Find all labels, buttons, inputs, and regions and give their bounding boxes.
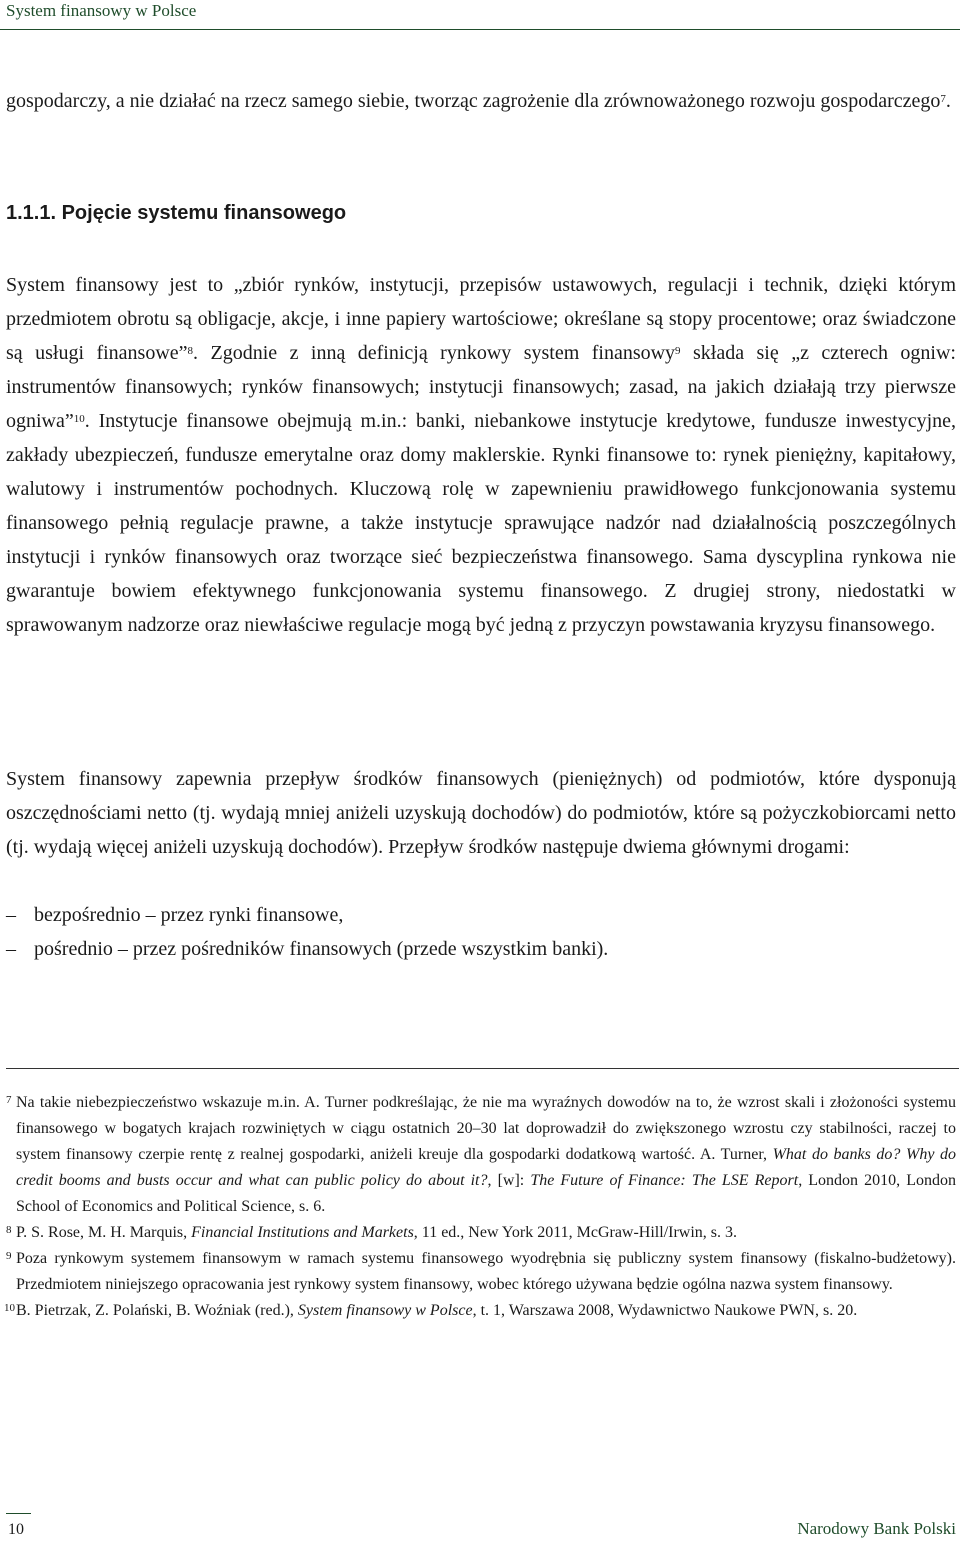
- footnote-9: [6, 1246, 956, 1298]
- footnote-separator: [6, 1068, 959, 1069]
- footnote-text: , 11 ed., New York 2011, McGraw-Hill/Irwin, s. 3.: [413, 1224, 738, 1241]
- list-item-text: pośrednio – przez pośredników finansowych (przede wszystkim banki).: [34, 938, 609, 960]
- footnote-ref-8[interactable]: 8: [187, 345, 194, 357]
- footnote-title: The Future of Finance: The LSE Report: [530, 1172, 799, 1189]
- list-item: [6, 932, 956, 966]
- lead-text: gospodarczy, a nie działać na rzecz samego siebie, tworząc zagrożenie dla zrównoważonego rozwoju gospodarczego: [6, 90, 941, 112]
- paragraph-flow: System finansowy zapewnia przepływ środków finansowych (pieniężnych) od podmiotów, które dysponują oszczędnościami netto (tj. wydają mniej aniżeli uzyskują dochodów) do podmiotów, które są pożyczkobiorcami netto (tj. wydają więcej aniżeli uzyskują dochodów). Przepływ środków następuje dwiema głównymi drogami:: [6, 768, 956, 858]
- paragraph1-part4: . Instytucje finansowe obejmują m.in.: banki, niebankowe instytucje kredytowe, fundusze inwestycyjne, zakłady ubezpieczeń, fundusze emerytalne oraz domy maklerskie. Rynki finansowe to: rynek pieniężny, kapitałowy, walutowy i instrumentów pochodnych. Kluczową rolę w zapewnieniu prawidłowego funkcjonowania systemu finansowego pełnią regulacje prawne, a także instytucje sprawujące nadzór nad działalnością poszczególnych instytucji i rynków finansowych oraz tworzące sieć bezpieczeństwa finansowego. Sama dyscyplina rynkowa nie gwarantuje bowiem efektywnego funkcjonowania systemu finansowego. Z drugiej strony, niedostatki w sprawowanym nadzorze oraz niewłaściwe regulacje mogą być jedną z przyczyn powstawania kryzysu finansowego.: [6, 410, 956, 636]
- footnote-text: , London 2010, London School of Economics and Political Science, s. 6.: [16, 1172, 957, 1215]
- footnote-title: Financial Institutions and Markets: [191, 1224, 414, 1241]
- footnote-ref-10[interactable]: 10: [73, 413, 85, 425]
- footnote-7: [6, 1090, 956, 1220]
- header-rule: [0, 29, 960, 30]
- footnote-number: 10: [4, 1302, 15, 1314]
- paragraph-definition: [6, 268, 956, 642]
- flow-channels-list: [6, 898, 956, 966]
- list-item: [6, 898, 956, 932]
- footnote-number: 7: [6, 1094, 12, 1106]
- footnote-text: Poza rynkowym systemem finansowym w ramach systemu finansowego wyodrębnia się publiczny system finansowy (fiskalno-budżetowy). Przedmiotem niniejszego opracowania jest rynkowy system finansowy, wobec którego używana będzie ogólna nazwa system finansowy.: [16, 1250, 956, 1293]
- page-header: [0, 0, 960, 30]
- list-item-text: bezpośrednio – przez rynki finansowe,: [34, 904, 344, 926]
- lead-end: .: [945, 90, 951, 112]
- footnote-ref-7[interactable]: 7: [940, 93, 946, 105]
- footnote-text: P. S. Rose, M. H. Marquis,: [16, 1224, 192, 1241]
- dash-bullet: –: [6, 904, 16, 926]
- footnote-text: Na takie niebezpieczeństwo wskazuje m.in. A. Turner podkreślając, że nie ma wyraźnych dowodów na to, że wzrost skali i złożoności systemu finansowego w bogatych krajach rozwiniętych w ciągu ostatnich 20–30 lat doprowadził do zwiększonego wzrostu czy stabilności, raczej to system finansowy czerpie rentę z realnej gospodarki, aniżeli kreuje dla gospodarki dodatkową wartość. A. Turner,: [16, 1094, 956, 1163]
- page-number: 10: [8, 1521, 24, 1538]
- footnote-text: , t. 1, Warszawa 2008, Wydawnictwo Naukowe PWN, s. 20.: [472, 1302, 858, 1319]
- paragraph1-part2: . Zgodnie z inną definicją rynkowy system finansowy: [193, 342, 676, 364]
- footnotes: [6, 1090, 956, 1324]
- footnote-ref-9[interactable]: 9: [675, 345, 681, 357]
- footnote-title: What do banks do? Why do credit booms and busts occur and what can public policy do about it?: [16, 1146, 957, 1189]
- footnote-number: 8: [6, 1224, 12, 1236]
- lead-paragraph: [6, 84, 956, 118]
- running-title: System finansowy w Polsce: [6, 1, 197, 20]
- paragraph1-part1: System finansowy jest to „zbiór rynków, instytucji, przepisów ustawowych, regulacji i technik, dzięki którym przedmiotem obrotu są obligacje, akcje, i inne papiery wartościowe; określane są stopy procentowe; oraz świadczone są usługi finansowe”: [6, 274, 956, 364]
- footnote-text: , [w]:: [487, 1172, 531, 1189]
- footnote-number: 9: [6, 1250, 12, 1262]
- publisher-name: Narodowy Bank Polski: [797, 1519, 956, 1538]
- section-heading: 1.1.1. Pojęcie systemu finansowego: [6, 202, 347, 224]
- paragraph1-part3: składa się „z czterech ogniw: instrumentów finansowych; rynków finansowych; instytucji finansowych; zasad, na jakich działają trzy pierwsze ogniwa”: [6, 342, 956, 432]
- footnote-text: B. Pietrzak, Z. Polański, B. Woźniak (red.),: [16, 1302, 298, 1319]
- footnote-8: [6, 1220, 956, 1246]
- dash-bullet: –: [6, 938, 16, 960]
- footnote-10: [6, 1298, 956, 1324]
- footnote-title: System finansowy w Polsce: [297, 1302, 473, 1319]
- footer-rule: [6, 1513, 31, 1514]
